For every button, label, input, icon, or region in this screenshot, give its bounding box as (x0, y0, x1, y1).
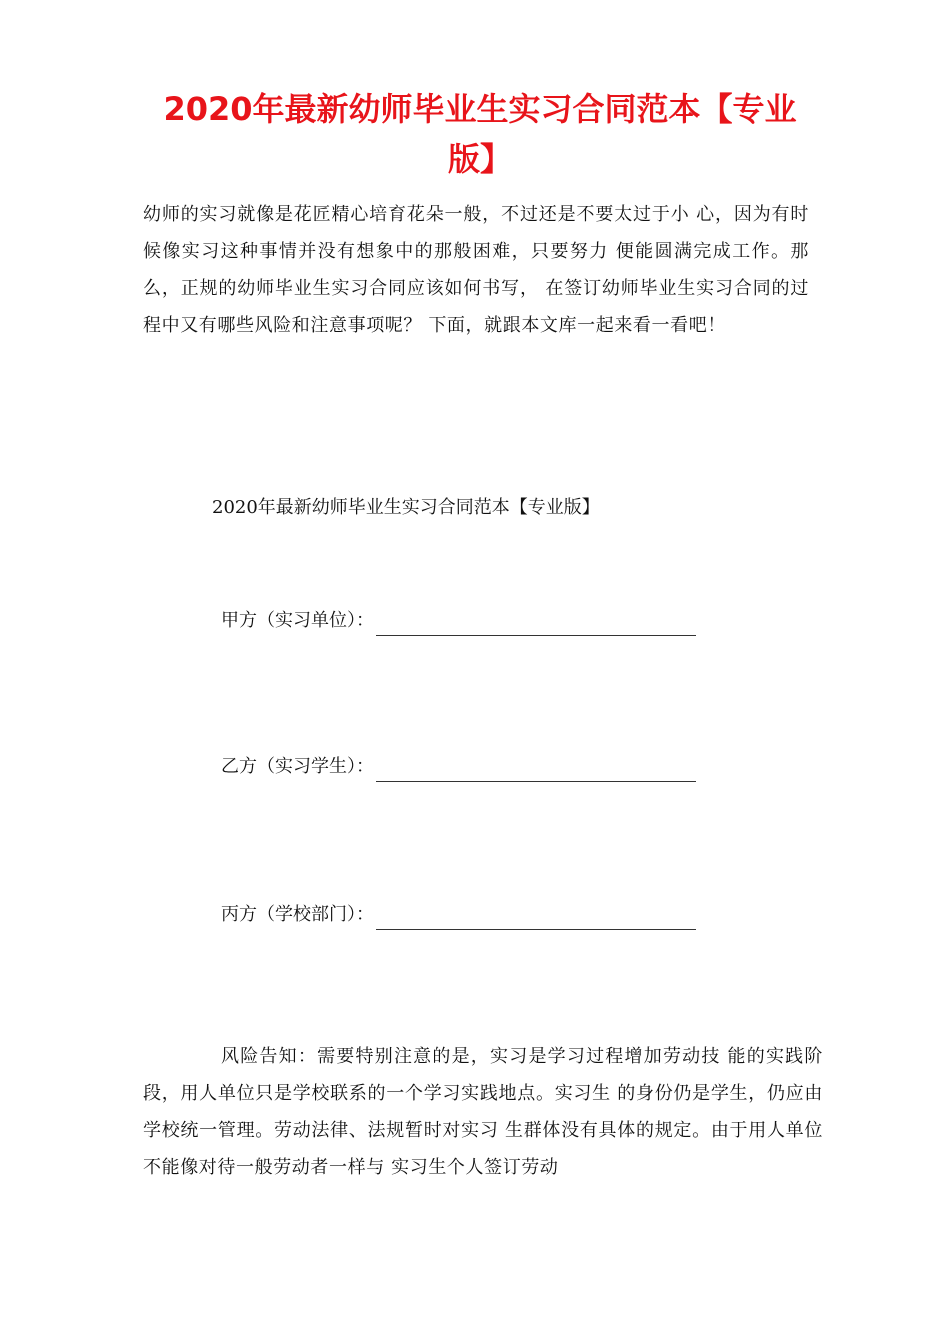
document-title: 2020年最新幼师毕业生实习合同范本【专业版】 (163, 90, 797, 178)
intro-paragraph: 幼师的实习就像是花匠精心培育花朵一般，不过还是不要太过于小 心，因为有时候像实习这种事情并没有想象中的那般困难，只要努力 便能圆满完成工作。那么，正规的幼师毕业生实习合同应该如何书写， 在签订幼师毕业生实习合同的过程中又有哪些风险和注意事项呢？ 下面，就跟本文库一起来看一看吧！ (143, 204, 809, 336)
party-c-label: 丙方（学校部门）： (221, 904, 374, 925)
party-c-row (221, 900, 741, 930)
party-b-label: 乙方（实习学生）： (221, 756, 374, 777)
party-b-row (221, 752, 741, 782)
risk-notice-paragraph: 风险告知：需要特别注意的是，实习是学习过程增加劳动技 能的实践阶段，用人单位只是学校联系的一个学习实践地点。实习生 的身份仍是学生，仍应由学校统一管理。劳动法律、法规暂时对实习 生群体没有具体的规定。由于用人单位不能像对待一般劳动者一样与 实习生个人签订劳动 (143, 1046, 823, 1178)
party-a-blank-line (376, 615, 696, 636)
contract-subtitle: 2020年最新幼师毕业生实习合同范本【专业版】 (212, 497, 600, 518)
party-a-row (221, 606, 741, 636)
party-b-blank-line (376, 761, 696, 782)
party-c-blank-line (376, 909, 696, 930)
party-a-label: 甲方（实习单位）： (221, 610, 374, 631)
